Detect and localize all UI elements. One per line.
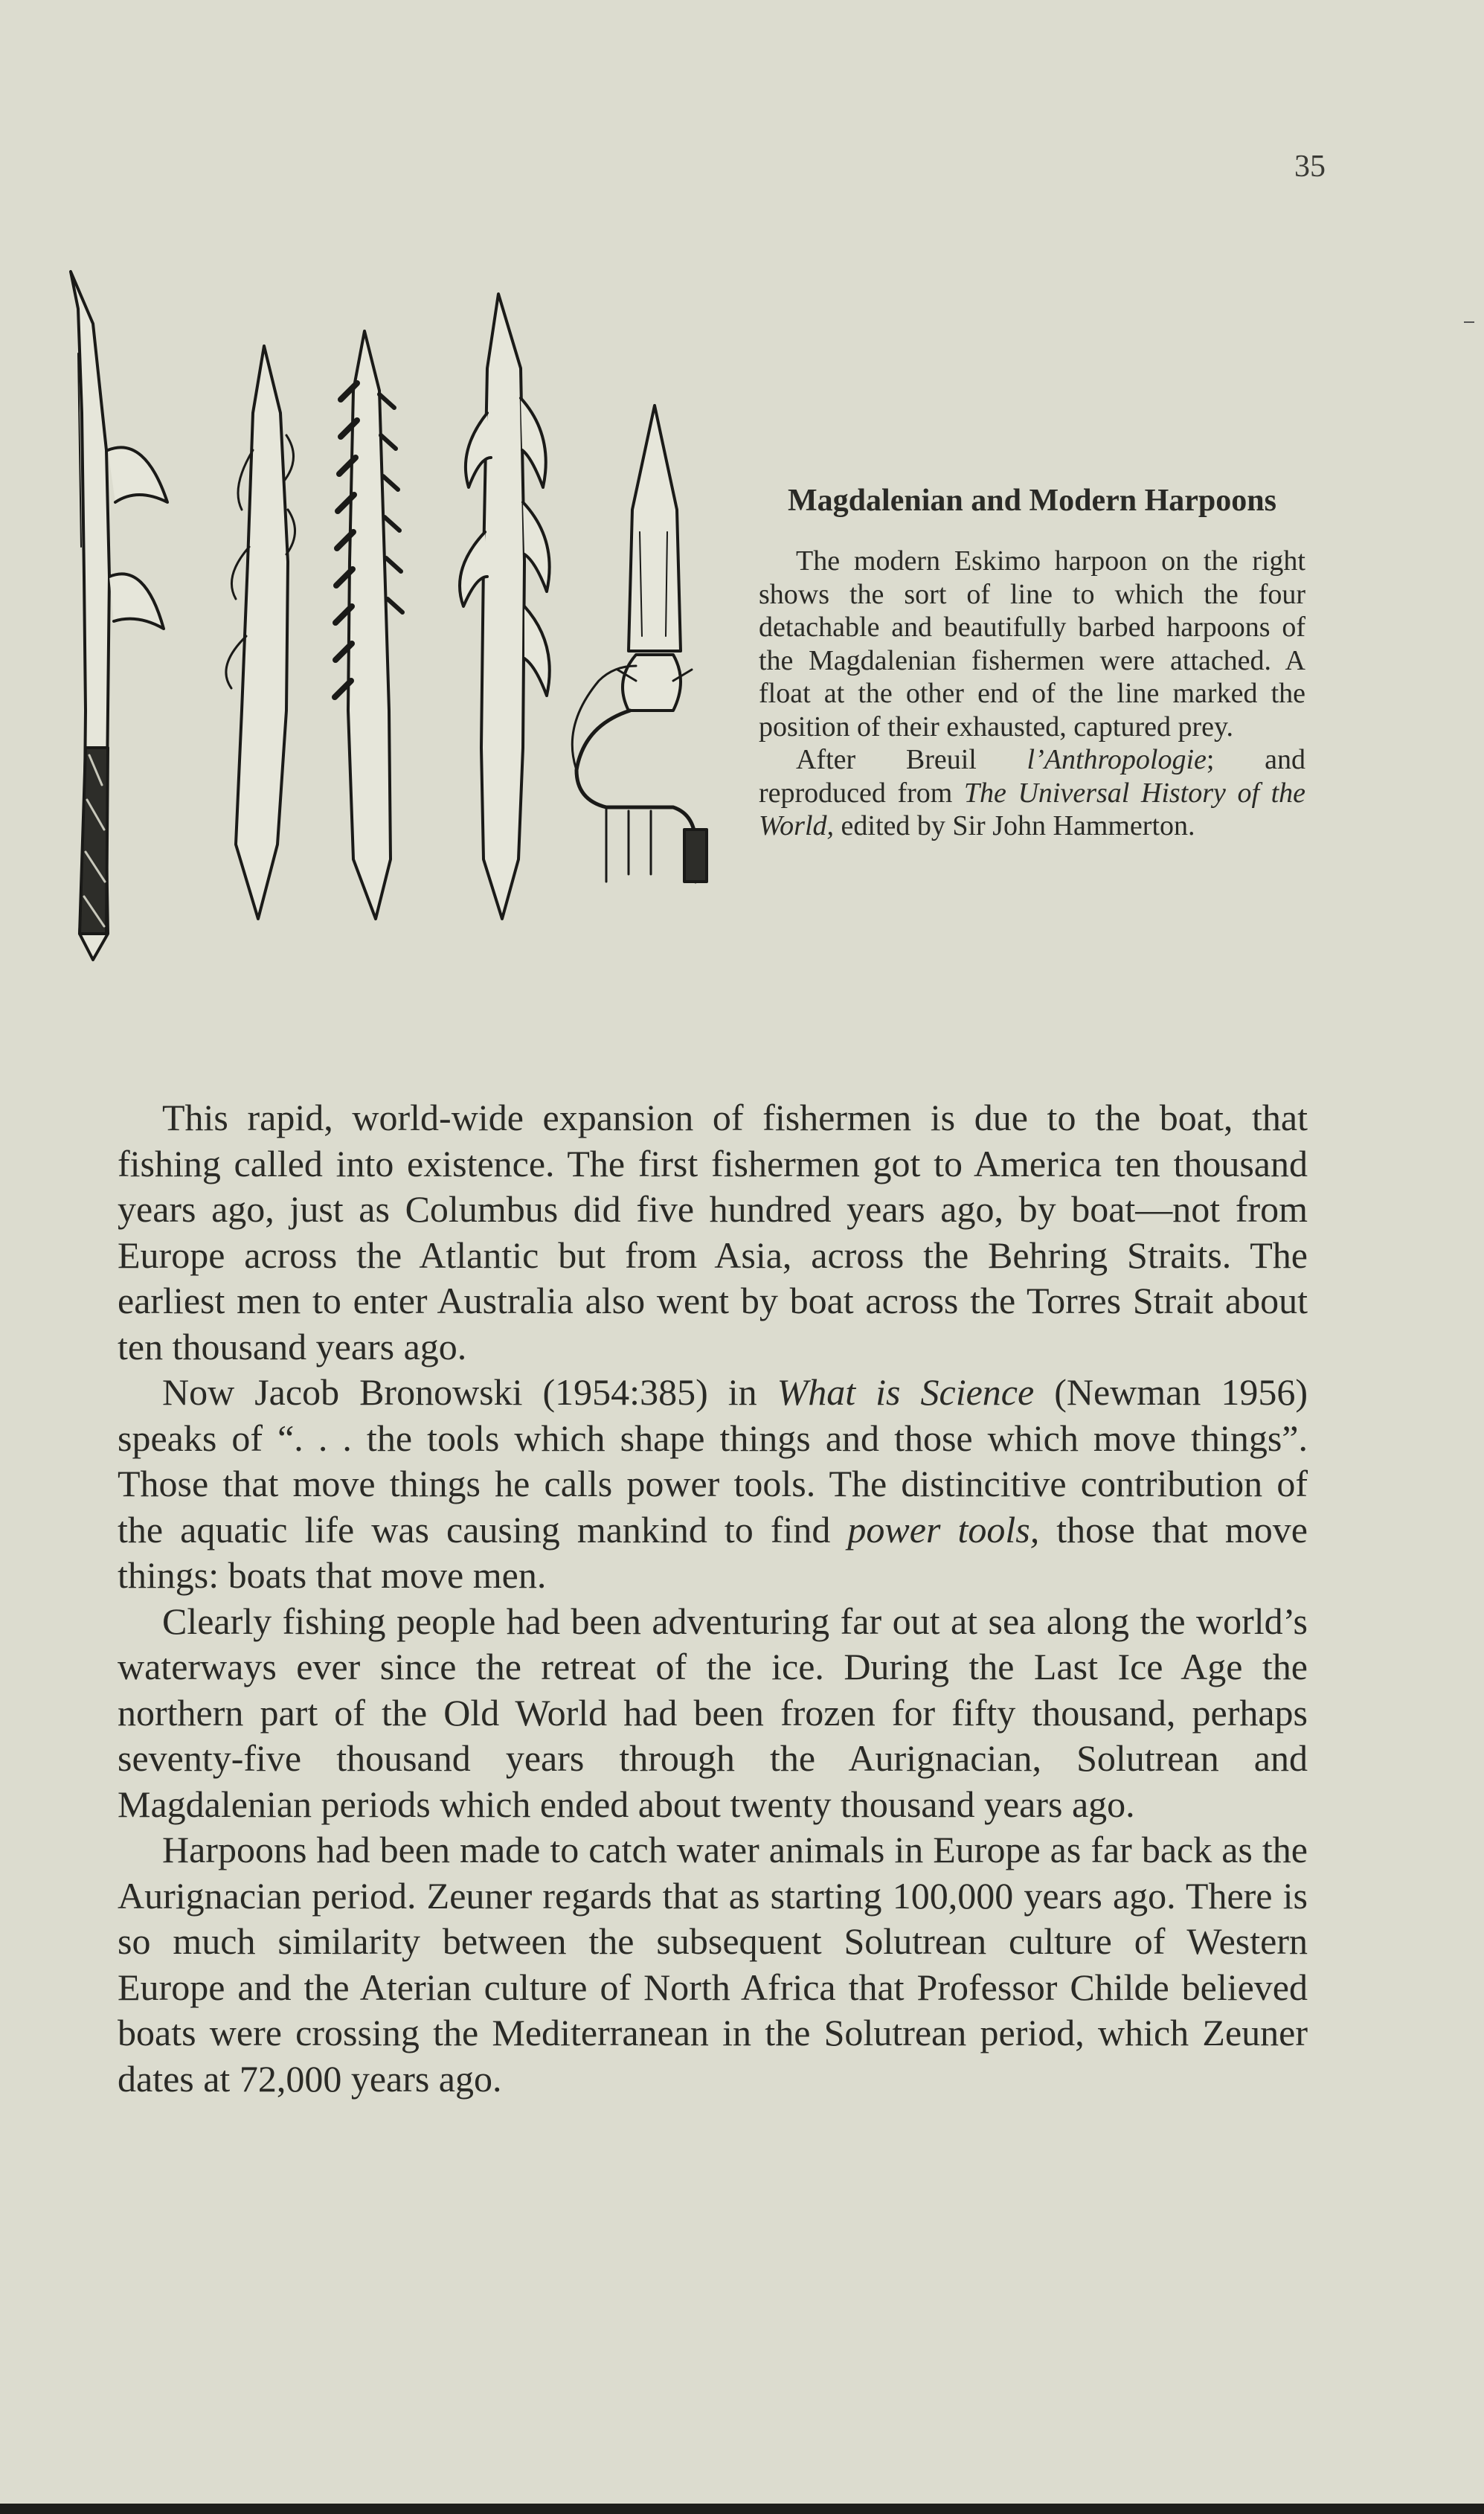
body-text — [118, 1095, 1308, 2102]
page-bottom-edge — [0, 2504, 1484, 2514]
caption-book-title: The Universal History of the World, — [759, 777, 1305, 841]
harpoon-1-drawing — [71, 272, 167, 960]
emphasis-power-tools: power tools, — [847, 1508, 1040, 1551]
harpoon-2-drawing — [226, 346, 295, 919]
body-paragraph-1: This rapid, world-wide expansion of fishermen is due to the boat, that fishing called into existence. The first fishermen got to America ten thousand years ago, just as Columbus did five hundred years ago, by boat—not from Europe across the Atlantic but from Asia, across the Behring Straits. The earliest men to enter Australia also went by boat across the Torres Strait about ten thousand years ago. — [118, 1097, 1308, 1367]
edge-mark — [1464, 321, 1474, 323]
caption-paragraph-2: After Breuil l’Anthropologie; and reproduced from The Universal History of the World, edited by Sir John Hammerton. — [759, 744, 1305, 841]
caption-source-title: l’Anthropologie — [1027, 744, 1207, 775]
book-title: What is Science — [777, 1371, 1035, 1413]
caption-title: Magdalenian and Modern Harpoons — [788, 484, 1276, 518]
caption-paragraph-1: The modern Eskimo harpoon on the right shows the sort of line to which the four detachable and beautifully barbed harpoons of the Magdalenian fishermen were attached. A float at the other end of the line marked the position of their exhausted, captured prey. — [759, 545, 1305, 743]
caption-body — [759, 545, 1305, 843]
figure-caption — [759, 484, 1305, 843]
harpoon-illustration — [63, 264, 714, 978]
harpoon-3-drawing — [335, 331, 402, 919]
harpoon-4-drawing — [460, 294, 550, 919]
body-paragraph-4: Harpoons had been made to catch water animals in Europe as far back as the Aurignacian period. Zeuner regards that as starting 100,000 years ago. There is so much similarity between the subsequent Solutrean culture of Western Europe and the Aterian culture of North Africa that Professor Childe believed boats were crossing the Mediterranean in the Solutrean period, which Zeuner dates at 72,000 years ago. — [118, 1829, 1308, 2100]
page-number: 35 — [1294, 150, 1326, 184]
eskimo-harpoon-drawing — [572, 405, 707, 882]
body-paragraph-3: Clearly fishing people had been adventuring far out at sea along the world’s waterways ever since the retreat of the ice. During the Last Ice Age the northern part of the Old World had been frozen for fifty thousand, perhaps seventy-five thousand years through the Aurignacian, Solutrean and Magdalenian periods which ended about twenty thousand years ago. — [118, 1600, 1308, 1825]
body-paragraph-2: Now Jacob Bronowski (1954:385) in What is Science (Newman 1956) speaks of “. . . the tools which shape things and those which move things”. Those that move things he calls power tools. The distincitive contribution of the aquatic life was causing mankind to find power tools, those that move things: boats that move men. — [118, 1371, 1308, 1596]
